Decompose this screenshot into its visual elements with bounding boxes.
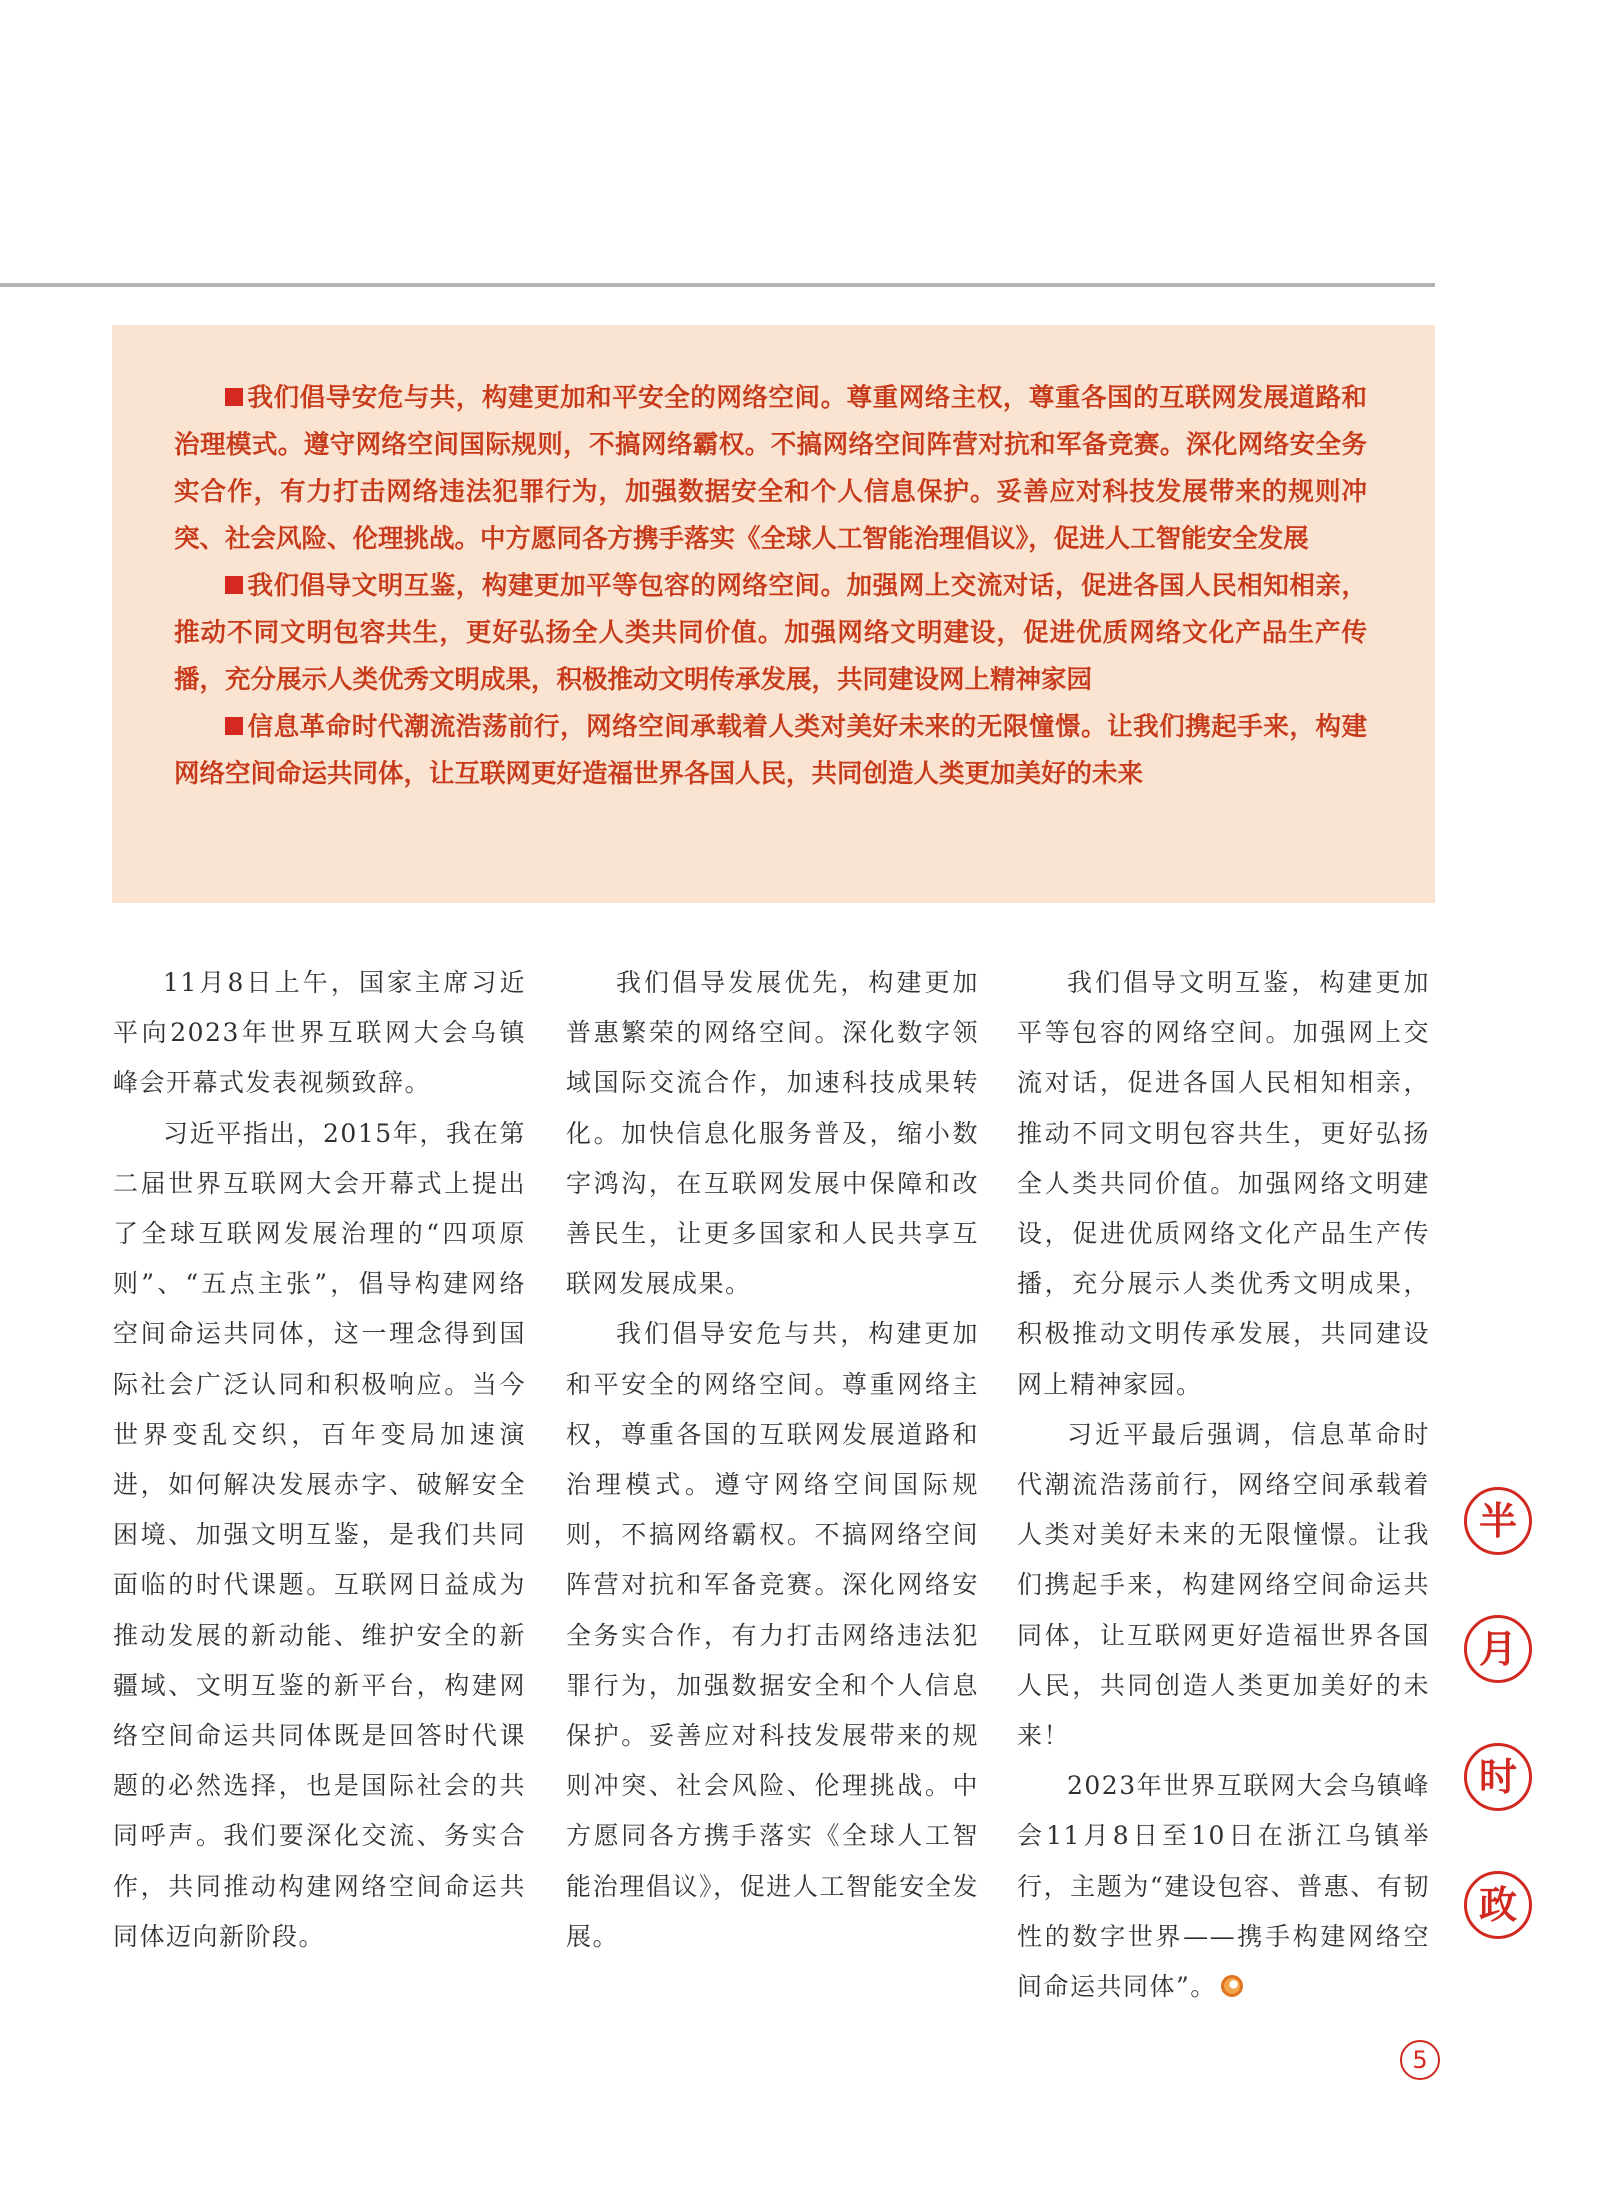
callout-paragraph	[174, 704, 1367, 798]
article-paragraph	[1017, 1761, 1430, 2012]
article-paragraph: 我们倡导文明互鉴，构建更加平等包容的网络空间。加强网上交流对话，促进各国人民相知相亲，推动不同文明包容共生，更好弘扬全人类共同价值。加强网络文明建设，促进优质网络文化产品生产传播，充分展示人类优秀文明成果，积极推动文明传承发展，共同建设网上精神家园。	[1017, 968, 1430, 1399]
square-bullet-icon	[225, 576, 243, 594]
section-tag-char: 时	[1464, 1743, 1532, 1811]
callout-paragraph	[174, 563, 1367, 704]
article-paragraph: 习近平最后强调，信息革命时代潮流浩荡前行，网络空间承载着人类对美好未来的无限憧憬。让我们携起手来，构建网络空间命运共同体，让互联网更好造福世界各国人民，共同创造人类更加美好的未来！	[1017, 1419, 1430, 1751]
callout-text: 信息革命时代潮流浩荡前行，网络空间承载着人类对美好未来的无限憧憬。让我们携起手来，构建网络空间命运共同体，让互联网更好造福世界各国人民，共同创造人类更加美好的未来	[174, 712, 1367, 789]
article-column-1	[113, 958, 526, 1962]
article-column-3	[1017, 958, 1430, 2012]
page-number: 5	[1400, 2040, 1440, 2080]
end-mark-icon	[1221, 1975, 1243, 1997]
section-tag-char: 半	[1464, 1487, 1532, 1555]
article-paragraph: 我们倡导发展优先，构建更加普惠繁荣的网络空间。深化数字领域国际交流合作，加速科技成果转化。加快信息化服务普及，缩小数字鸿沟，在互联网发展中保障和改善民生，让更多国家和人民共享互联网发展成果。	[566, 968, 979, 1299]
section-tag-char: 月	[1464, 1615, 1532, 1683]
callout-paragraph	[174, 375, 1367, 563]
article-paragraph: 习近平指出，2015年，我在第二届世界互联网大会开幕式上提出了全球互联网发展治理的“四项原则”、“五点主张”，倡导构建网络空间命运共同体，这一理念得到国际社会广泛认同和积极响应。当今世界变乱交织，百年变局加速演进，如何解决发展赤字、破解安全困境、加强文明互鉴，是我们共同面临的时代课题。互联网日益成为推动发展的新动能、维护安全的新疆域、文明互鉴的新平台，构建网络空间命运共同体既是回答时代课题的必然选择，也是国际社会的共同呼声。我们要深化交流、务实合作，共同推动构建网络空间命运共同体迈向新阶段。	[113, 1118, 526, 1951]
section-tag-char: 政	[1464, 1871, 1532, 1939]
article-paragraph: 11月8日上午，国家主席习近平向2023年世界互联网大会乌镇峰会开幕式发表视频致辞。	[113, 968, 526, 1098]
article-paragraph: 我们倡导安危与共，构建更加和平安全的网络空间。尊重网络主权，尊重各国的互联网发展道路和治理模式。遵守网络空间国际规则，不搞网络霸权。不搞网络空间阵营对抗和军备竞赛。深化网络安全务实合作，有力打击网络违法犯罪行为，加强数据安全和个人信息保护。妥善应对科技发展带来的规则冲突、社会风险、伦理挑战。中方愿同各方携手落实《全球人工智能治理倡议》，促进人工智能安全发展。	[566, 1319, 979, 1951]
callout-text: 我们倡导文明互鉴，构建更加平等包容的网络空间。加强网上交流对话，促进各国人民相知相亲，推动不同文明包容共生，更好弘扬全人类共同价值。加强网络文明建设，促进优质网络文化产品生产传播，充分展示人类优秀文明成果，积极推动文明传承发展，共同建设网上精神家园	[174, 571, 1367, 695]
highlight-callout	[112, 325, 1435, 903]
header-divider	[0, 283, 1435, 287]
article-closing-text: 2023年世界互联网大会乌镇峰会11月8日至10日在浙江乌镇举行，主题为“建设包容、普惠、有韧性的数字世界——携手构建网络空间命运共同体”。	[1017, 1771, 1430, 2002]
section-tag	[1464, 1487, 1532, 1999]
square-bullet-icon	[225, 717, 243, 735]
callout-text: 我们倡导安危与共，构建更加和平安全的网络空间。尊重网络主权，尊重各国的互联网发展道路和治理模式。遵守网络空间国际规则，不搞网络霸权。不搞网络空间阵营对抗和军备竞赛。深化网络安全务实合作，有力打击网络违法犯罪行为，加强数据安全和个人信息保护。妥善应对科技发展带来的规则冲突、社会风险、伦理挑战。中方愿同各方携手落实《全球人工智能治理倡议》，促进人工智能安全发展	[174, 383, 1367, 554]
square-bullet-icon	[225, 388, 243, 406]
article-column-2	[566, 958, 979, 1962]
